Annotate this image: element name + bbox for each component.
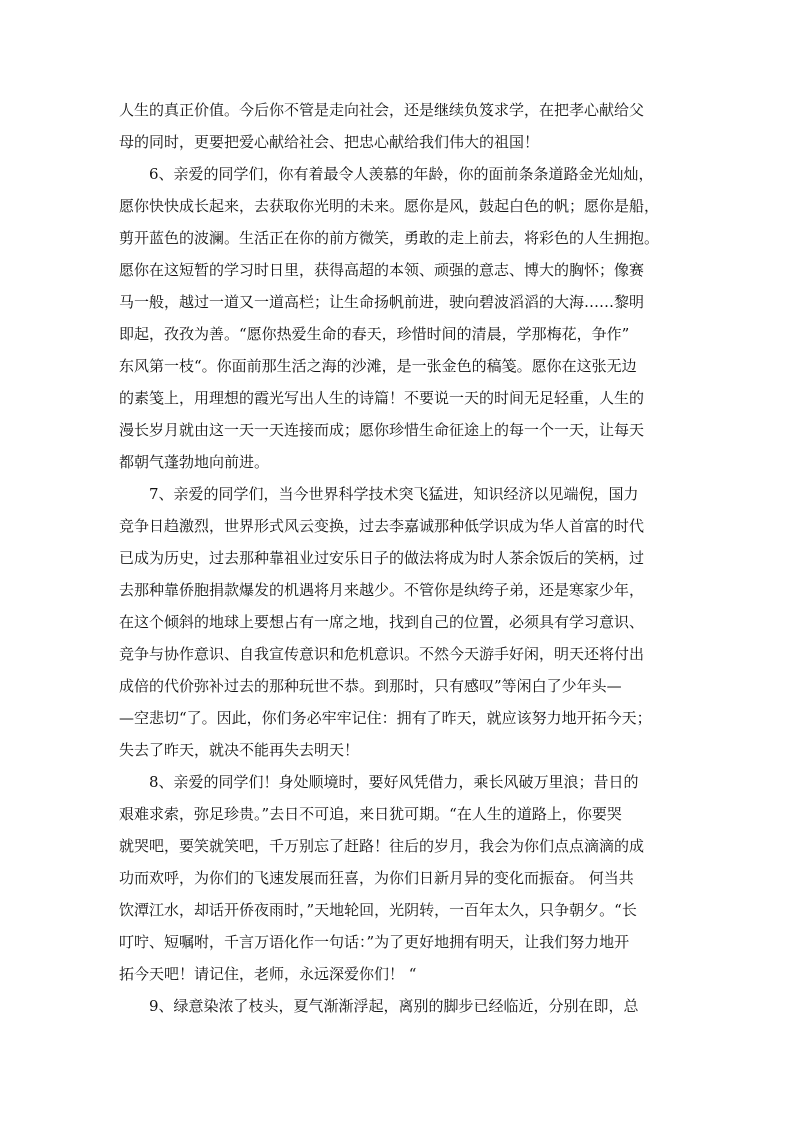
text-line: 已成为历史，过去那种靠祖业过安乐日子的做法将成为时人茶余饭后的笑柄，过 — [119, 549, 645, 567]
text-line: 竞争日趋激烈，世界形式风云变换，过去李嘉诚那种低学识成为华人首富的时代 — [119, 517, 645, 535]
text-line: 成倍的代价弥补过去的那种玩世不恭。到那时，只有感叹”等闲白了少年头— — [119, 677, 622, 695]
text-line: 东风第一枝“。你面前那生活之海的沙滩，是一张金色的稿笺。愿你在这张无边 — [119, 357, 637, 375]
text-line: 愿你快快成长起来，去获取你光明的未来。愿你是风，鼓起白色的帆；愿你是船， — [119, 197, 660, 215]
text-line: —空悲切“了。因此，你们务必牢牢记住：拥有了昨天，就应该努力地开拓今天； — [119, 709, 652, 727]
text-line: 去那种靠侨胞捐款爆发的机遇将月来越少。不管你是纨绔子弟，还是寒家少年， — [119, 581, 645, 599]
text-line: 漫长岁月就由这一天一天连接而成；愿你珍惜生命征途上的每一个一天，让每天 — [119, 421, 645, 439]
text-line: 愿你在这短暂的学习时日里，获得高超的本领、顽强的意志、博大的胸怀；像赛 — [119, 261, 645, 279]
text-line: 叮咛、短嘱咐，千言万语化作一句话：”为了更好地拥有明天，让我们努力地开 — [119, 933, 630, 951]
text-line: 的素笺上，用理想的霞光写出人生的诗篇！不要说一天的时间无足轻重，人生的 — [119, 389, 645, 407]
text-line: 就哭吧，要笑就笑吧，千万别忘了赶路！往后的岁月，我会为你们点点滴滴的成 — [119, 837, 645, 855]
text-line: 艰难求索，弥足珍贵。”去日不可追，来日犹可期。“在人生的道路上，你要哭 — [119, 805, 622, 823]
document-body — [119, 94, 675, 1022]
text-line: 饮潭江水，却话开侨夜雨时，”天地轮回，光阴转，一百年太久，只争朝夕。“长 — [119, 901, 637, 919]
paragraph-first-line: 9、绿意染浓了枝头，夏气渐渐浮起，离别的脚步已经临近，分别在即，总 — [149, 997, 639, 1015]
text-line: 拓今天吧！请记住，老师，永远深爱你们！ “ — [119, 965, 417, 983]
text-line: 都朝气蓬勃地向前进。 — [119, 453, 270, 471]
text-line: 竞争与协作意识、自我宣传意识和危机意识。不然今天游手好闲，明天还将付出 — [119, 645, 645, 663]
text-line: 母的同时，更要把爱心献给社会、把忠心献给我们伟大的祖国！ — [119, 133, 540, 151]
text-line: 即起，孜孜为善。“愿你热爱生命的春天，珍惜时间的清晨，学那梅花，争作” — [119, 325, 630, 343]
paragraph-first-line: 6、亲爱的同学们，你有着最令人羡慕的年龄，你的面前条条道路金光灿灿， — [149, 165, 654, 183]
text-line: 剪开蓝色的波澜。生活正在你的前方微笑，勇敢的走上前去，将彩色的人生拥抱。 — [119, 229, 660, 247]
text-line: 在这个倾斜的地球上要想占有一席之地，找到自己的位置，必须具有学习意识、 — [119, 613, 645, 631]
text-line: 失去了昨天，就决不能再失去明天！ — [119, 741, 360, 759]
text-line: 功而欢呼，为你们的飞速发展而狂喜，为你们日新月异的变化而振奋。 何当共 — [119, 869, 634, 887]
text-line: 马一般，越过一道又一道高栏；让生命扬帆前进，驶向碧波滔滔的大海……黎明 — [119, 293, 645, 311]
paragraph-first-line: 7、亲爱的同学们，当今世界科学技术突飞猛进，知识经济以见端倪，国力 — [149, 485, 639, 503]
text-line: 人生的真正价值。今后你不管是走向社会，还是继续负笈求学，在把孝心献给父 — [119, 101, 645, 119]
paragraph-first-line: 8、亲爱的同学们！身处顺境时，要好风凭借力，乘长风破万里浪；昔日的 — [149, 773, 639, 791]
